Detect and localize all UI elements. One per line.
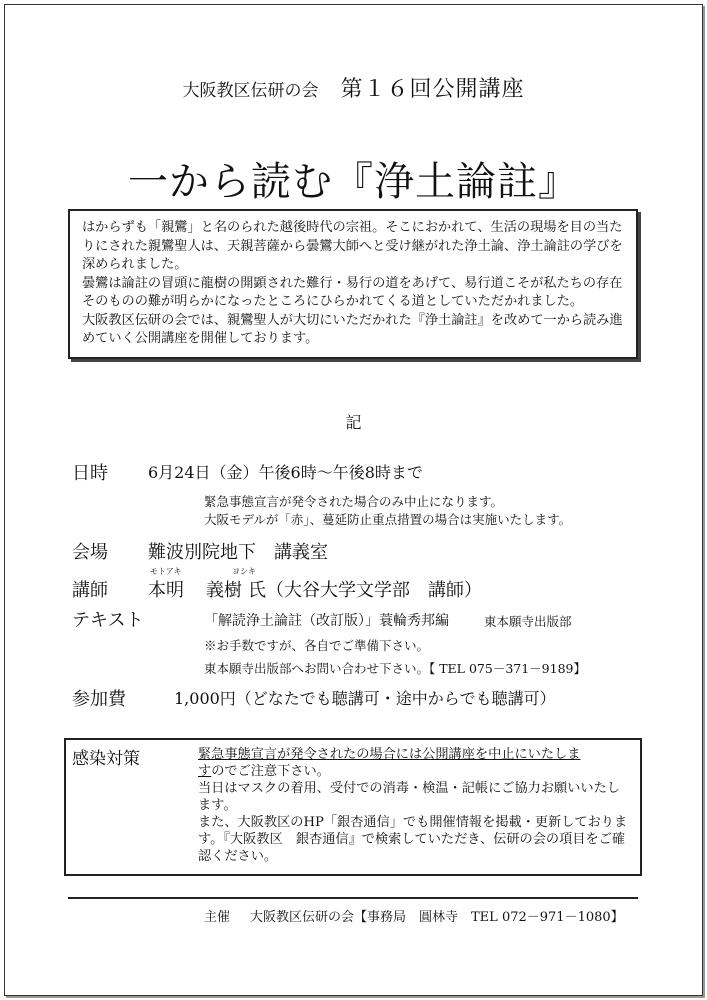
infection-box [64, 738, 642, 876]
intro-paragraph: 曇鸞は論註の冒頭に龍樹の開顕された難行・易行の道をあげて、易行道こそが私たちの存在そのものの難が明らかになったところにひらかれてくる道としていただかれました。 [82, 275, 623, 309]
datetime-note: 大阪モデルが「赤」、蔓延防止重点措置の場合は実施いたします。 [204, 512, 572, 527]
intro-paragraph: 大阪教区伝研の会では、親鸞聖人が大切にいただかれた『浄土論註』を改めて一から読み進めていく公開講座を開催しております。 [82, 312, 623, 346]
footer [204, 906, 624, 925]
main-title: 一から読む『浄土論註』 [128, 159, 579, 205]
venue-value: 難波別院地下 講義室 [148, 542, 328, 563]
surname-ruby: モトアキ [150, 567, 182, 576]
header [0, 72, 707, 103]
text-note: 東本願寺出版部へお問い合わせ下さい。【 TEL 075－371－9189】 [204, 661, 586, 676]
infection-label: 感染対策 [72, 749, 140, 769]
host-info: 大阪教区伝研の会【事務局 圓林寺 TEL 072－971－1080】 [250, 910, 624, 925]
divider [68, 897, 638, 899]
series-title: 第１６回公開講座 [340, 77, 525, 102]
infection-web-note: また、大阪教区のHP「銀杏通信」でも開催情報を掲載・更新しております。『大阪教区 銀杏通信』で検索していただき、伝研の会の項目をご確認ください。 [198, 815, 628, 864]
organizer-name: 大阪教区伝研の会 [182, 81, 319, 101]
host-label: 主催 [204, 910, 231, 925]
datetime-note: 緊急事態宣言が発令された場合のみ中止になります。 [204, 494, 504, 509]
text-label: テキスト [72, 610, 144, 631]
ki-mark: 記 [345, 413, 362, 432]
fee-value: 1,000円（どなたでも聴講可・途中からでも聴講可） [174, 689, 556, 708]
intro-box [68, 209, 638, 359]
text-note: ※お手数ですが、各自でご準備下さい。 [204, 638, 430, 653]
infection-warning-cont: す [198, 764, 212, 779]
infection-mask-note: 当日はマスクの着用、受付での消毒・検温・記帳にご協力お願いいたします。 [198, 781, 620, 813]
text-title: 「解読浄土論註（改訂版）」蓑輪秀邦編 [204, 613, 449, 629]
text-publisher: 東本願寺出版部 [484, 614, 572, 629]
datetime-value: 6月24日（金）午後6時～午後8時まで [148, 463, 423, 482]
lecturer-surname: 本明 [148, 580, 184, 601]
intro-paragraph: はからずも「親鸞」と名のられた越後時代の宗祖。そこにおかれて、生活の現場を目の当たりにされた親鸞聖人は、天親菩薩から曇鸞大師へと受け継がれた浄土論、浄土論註の学びを深められました。 [82, 220, 623, 272]
infection-warning: 緊急事態宣言が発令されたの場合には公開講座を中止にいたしま [198, 747, 581, 762]
lecturer-affiliation: 氏（大谷大学文学部 講師） [248, 580, 482, 601]
venue-label: 会場 [72, 542, 108, 563]
datetime-label: 日時 [72, 463, 108, 484]
fee-label: 参加費 [72, 689, 126, 710]
infection-body [198, 746, 628, 865]
lecturer-label: 講師 [72, 580, 108, 601]
given-ruby: ヨシキ [232, 567, 256, 576]
lecturer-given: 義樹 [206, 580, 242, 601]
infection-warning-tail: のでご注意下さい。 [211, 764, 330, 779]
